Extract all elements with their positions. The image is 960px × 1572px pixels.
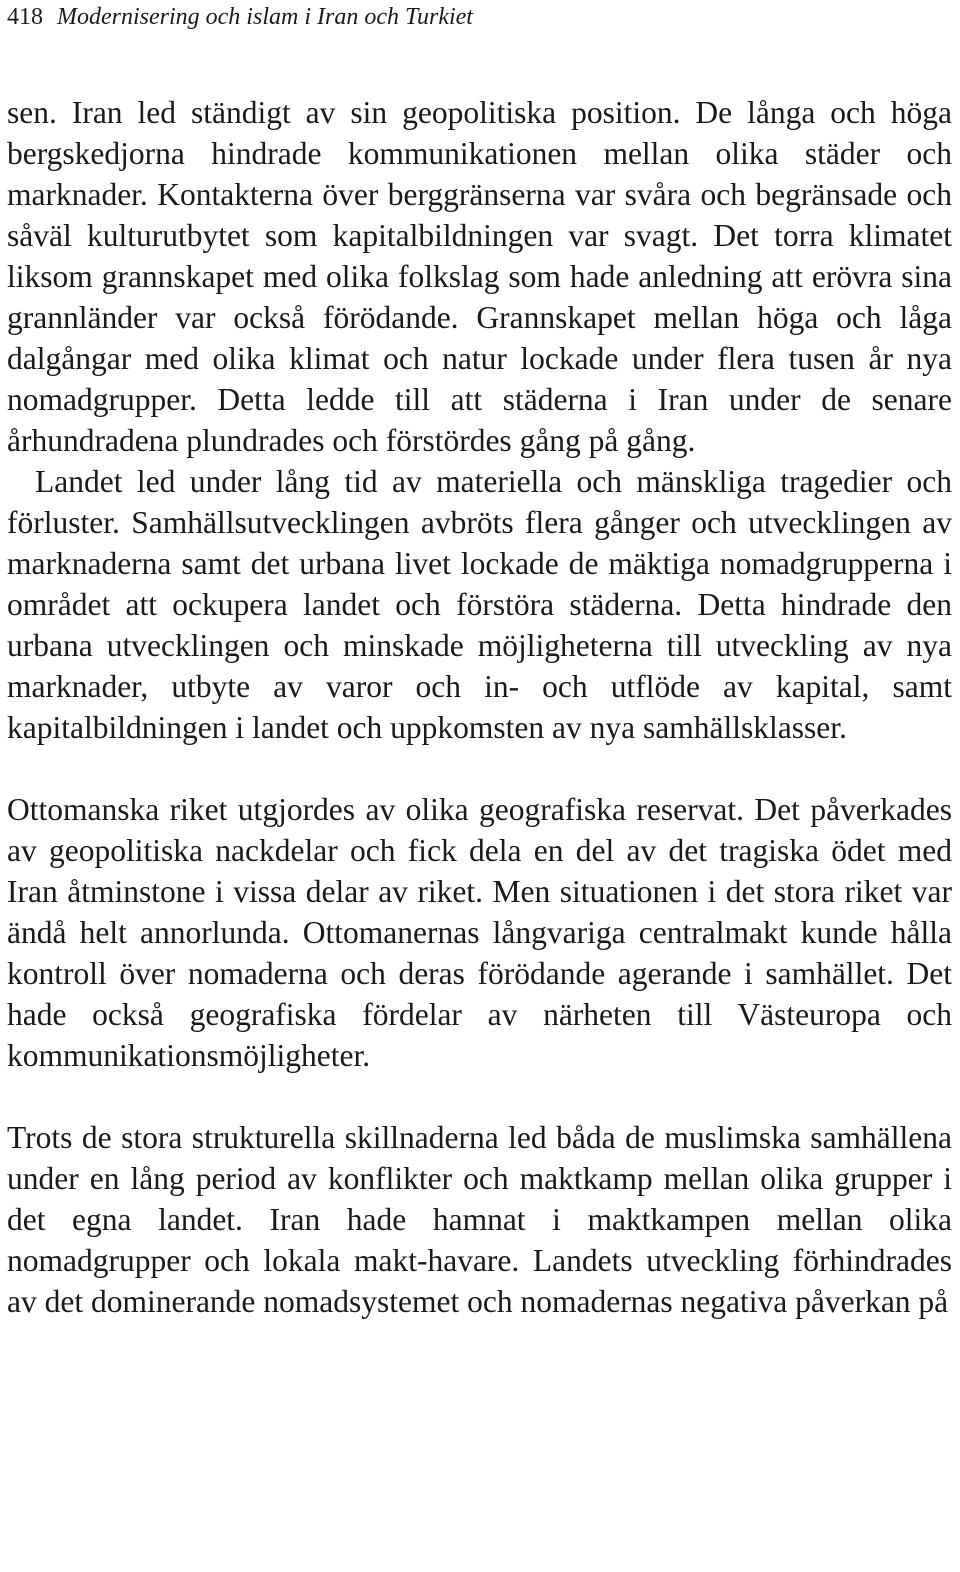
paragraph-indented: Landet led under lång tid av materiella och mänskliga tragedier och förluster. Samhällsutvecklingen avbröts flera gånger och utvecklingen av marknaderna samt det urbana livet lockade de mäktiga nomadgrupperna i området att ockupera landet och förstöra städerna. Detta hindrade den urbana utvecklingen och minskade möjligheterna till utveckling av nya marknader, utbyte av varor och in- och utflöde av kapital, samt kapitalbildningen i landet och uppkomsten av nya samhällsklasser. <box>7 464 952 745</box>
page-number: 418 <box>7 4 43 30</box>
paragraph-structural-differences: Trots de stora strukturella skillnaderna led båda de muslimska samhällena under en lång period av konflikter och maktkamp mellan olika grupper i det egna landet. Iran hade hamnat i maktkampen mellan olika nomadgrupper och lokala makt-havare. Landets utveckling förhindrades av det dominerande nomadsystemet och nomadernas negativa påverkan på <box>7 1120 952 1319</box>
running-title: Modernisering och islam i Iran och Turkiet <box>57 4 473 30</box>
paragraph-ottoman-empire: Ottomanska riket utgjordes av olika geografiska reservat. Det påverkades av geopolitiska nackdelar och fick dela en del av det tragiska ödet med Iran åtminstone i vissa delar av riket. Men situationen i det stora riket var ändå helt annorlunda. Ottomanernas långvariga centralmakt kunde hålla kontroll över nomaderna och deras förödande agerande i samhället. Det hade också geografiska fördelar av närheten till Västeuropa och kommunikationsmöjligheter. <box>7 792 952 1073</box>
body-text <box>7 92 952 1322</box>
running-header <box>7 1 473 33</box>
paragraph-continued: sen. Iran led ständigt av sin geopolitiska position. De långa och höga bergskedjorna hindrade kommunikationen mellan olika städer och marknader. Kontakterna över berggränserna var svåra och begränsade och såväl kulturutbytet som kapitalbildningen var svagt. Det torra klimatet liksom grannskapet med olika folkslag som hade anledning att erövra sina grannländer var också förödande. Grannskapet mellan höga och låga dalgångar med olika klimat och natur lockade under flera tusen år nya nomadgrupper. Detta ledde till att städerna i Iran under de senare århundradena plundrades och förstördes gång på gång. <box>7 95 952 458</box>
